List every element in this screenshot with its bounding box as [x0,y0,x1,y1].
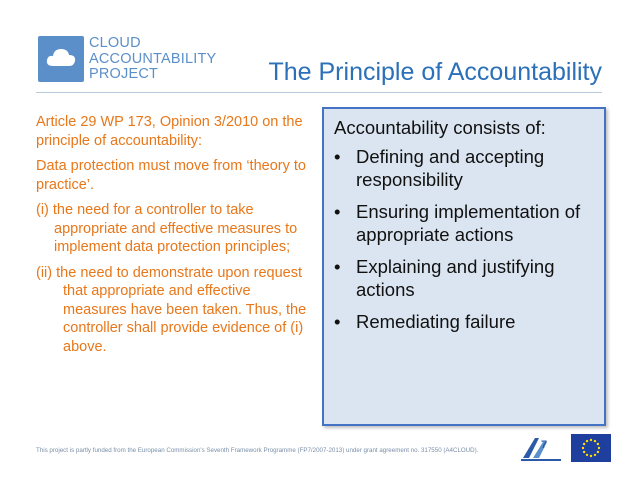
list-item [334,255,596,301]
fp7-logo-icon [517,434,565,462]
project-logo [38,35,217,84]
box-heading: Accountability consists of: [334,117,546,138]
eu-flag-icon [571,434,611,462]
source-citation: Article 29 WP 173, Opinion 3/2010 on the principle of accountability: [36,114,303,149]
bullet-icon: • [334,311,341,332]
list-item [334,310,596,333]
svg-text:7: 7 [541,439,548,451]
point-ii: (ii) the need to demonstrate upon request that appropriate and effective measures have been taken. Thus, the controller shall provide evidence of (i) above. [36,264,307,355]
bullet-icon: • [334,146,341,167]
list-item-text: Defining and accepting responsibility [356,146,545,190]
list-item-text: Remediating failure [356,311,516,332]
list-item [334,145,596,191]
bullet-icon: • [334,201,341,222]
intro-statement: Data protection must move from ‘theory to practice’. [36,158,306,193]
logo-line-1: CLOUD [89,35,141,51]
bullet-icon: • [334,256,341,277]
logo-line-3: PROJECT [89,66,159,82]
list-item-text: Ensuring implementation of appropriate actions [356,201,581,245]
slide-title: The Principle of Accountability [268,58,602,86]
point-i: (i) the need for a controller to take appropriate and effective measures to implement data protection principles; [36,202,298,255]
accountability-box [322,107,606,426]
logo-wordmark [89,36,216,83]
title-divider [36,92,602,93]
accountability-list [334,145,596,333]
funding-footer: This project is partly funded from the European Commission's Seventh Framework Programme (FP7/2007-2013) under grant agreement no. 317550 (A4CLOUD). [36,447,479,454]
left-text-column [36,113,318,363]
logo-line-2: ACCOUNTABILITY [89,50,217,67]
list-item-text: Explaining and justifying actions [356,256,555,300]
cloud-logo-icon [38,36,84,82]
list-item [334,200,596,246]
